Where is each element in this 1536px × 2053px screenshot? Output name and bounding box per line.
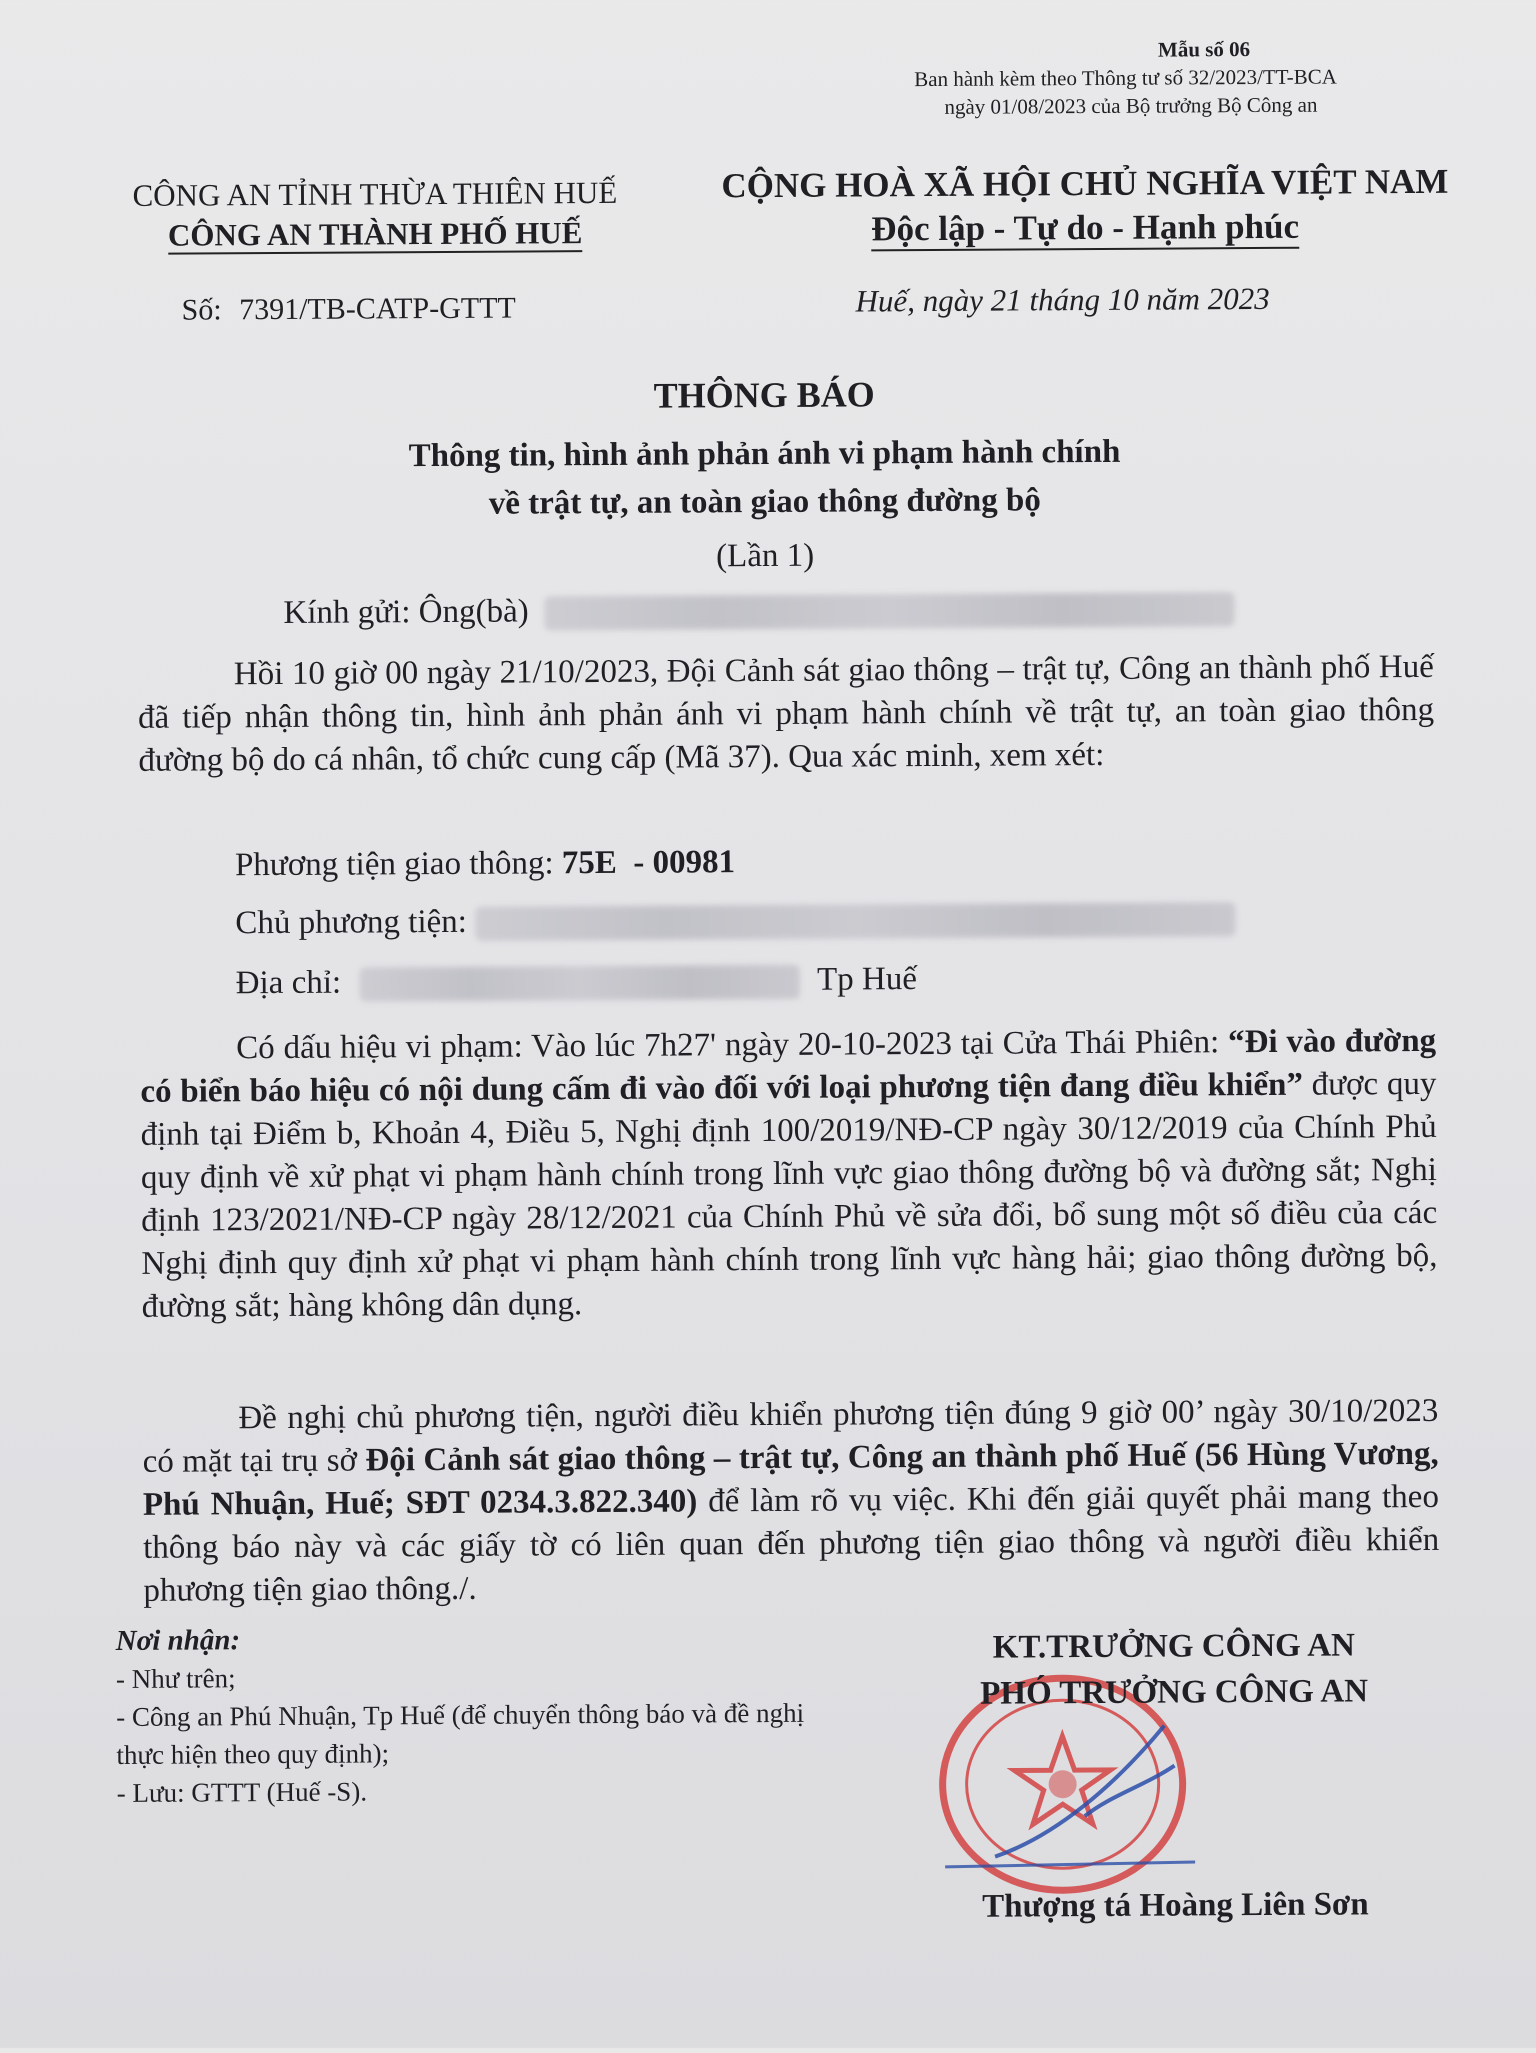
- request-paragraph: [142, 1390, 1439, 1613]
- request-start: Đề nghị chủ phương tiện, người điều khiển phương tiện đúng 9 giờ 00’ ngày 30/10/2023 có mặt tại trụ sở: [142, 1392, 1439, 1480]
- address-line: [236, 961, 917, 1003]
- dateline: Huế, ngày 21 tháng 10 năm 2023: [855, 280, 1270, 319]
- violation-quote: “Đi vào đường có biển báo hiệu có nội dung cấm đi vào đối với loại phương tiện đang điều khiển”: [140, 1022, 1437, 1110]
- form-issued-with: Ban hành kèm theo Thông tư số 32/2023/TT-BCA: [914, 64, 1337, 92]
- form-meta: [854, 33, 1536, 121]
- signature-title-1: KT.TRƯỞNG CÔNG AN: [992, 1627, 1355, 1666]
- address-suffix: Tp Huế: [816, 961, 918, 998]
- violation-paragraph: [140, 1020, 1438, 1329]
- subtitle-line-1: Thông tin, hình ảnh phản ánh vi phạm hành chính: [408, 433, 1121, 475]
- violation-rest: được quy định tại Điểm b, Khoản 4, Điều 5, Nghị định 100/2019/NĐ-CP ngày 30/12/2019 của Chính Phủ quy định về xử phạt vi phạm hành chính trong lĩnh vực giao thông đường bộ và đường sắt; Nghị định 123/2021/NĐ-CP ngày 28/12/2021 của Chính Phủ về sửa đổi, bổ sung một số điều của các Nghị định quy định xử phạt vi phạm hành chính trong lĩnh vực hàng hải; giao thông đường bộ, đường sắt; hàng không dân dụng.: [140, 1065, 1438, 1325]
- notice-subtitle: [0, 425, 1533, 530]
- recipients-block: [116, 1618, 817, 1812]
- intro-paragraph: [138, 646, 1435, 783]
- agency-header: [65, 172, 685, 256]
- greeting: [283, 589, 1235, 632]
- notice-title: THÔNG BÁO: [653, 374, 875, 416]
- request-end: để làm rõ vụ việc. Khi đến giải quyết phải mang theo thông báo này và các giấy tờ có liên quan đến phương tiện giao thông và người điều khiển phương tiện giao thông./.: [143, 1478, 1440, 1609]
- recipients-heading: Nơi nhận:: [115, 1624, 241, 1657]
- vehicle-label: Phương tiện giao thông:: [234, 845, 554, 884]
- intro-text: Hồi 10 giờ 00 ngày 21/10/2023, Đội Cảnh sát giao thông – trật tự, Công an thành phố Huế đã tiếp nhận thông tin, hình ảnh phản ánh vi phạm hành chính về trật tự, an toàn giao thông đường bộ do cá nhân, tổ chức cung cấp (Mã 37). Qua xác minh, xem xét:: [138, 648, 1435, 779]
- form-number: Mẫu số 06: [1157, 37, 1251, 62]
- attempt-number: (Lần 1): [716, 537, 815, 575]
- nation-motto: Độc lập - Tự do - Hạnh phúc: [871, 207, 1299, 252]
- redacted-name: [545, 593, 1235, 631]
- signature-title-2: PHÓ TRƯỞNG CÔNG AN: [980, 1673, 1369, 1712]
- document-number: [182, 292, 516, 328]
- vehicle-line: [235, 844, 735, 884]
- greeting-label: Kính gửi: Ông(bà): [283, 593, 529, 631]
- address-label: Địa chỉ:: [235, 964, 342, 1002]
- request-text: [142, 1390, 1439, 1613]
- recipient-item: - Công an Phú Nhuận, Tp Huế (để chuyển thông báo và đề nghị thực hiện theo quy định);: [116, 1697, 805, 1770]
- nation-name: CỘNG HOÀ XÃ HỘI CHỦ NGHĨA VIỆT NAM: [721, 161, 1449, 206]
- redacted-owner: [475, 903, 1235, 942]
- signature-block: [924, 1622, 1425, 1717]
- nation-header: [695, 160, 1476, 253]
- request-place: Đội Cảnh sát giao thông – trật tự, Công an thành phố Huế (56 Hùng Vương, Phú Nhuận, Huế; SĐT 0234.3.822.340): [142, 1435, 1439, 1523]
- violation-text: [140, 1020, 1438, 1329]
- recipient-item: - Lưu: GTTT (Huế -S).: [116, 1776, 368, 1808]
- recipient-item: - Như trên;: [115, 1663, 236, 1694]
- owner-line: [235, 899, 1235, 943]
- subtitle-line-2: về trật tự, an toàn giao thông đường bộ: [488, 482, 1041, 522]
- vehicle-plate: 75E - 00981: [561, 844, 736, 882]
- agency-parent: CÔNG AN TỈNH THỪA THIÊN HUẾ: [132, 174, 618, 213]
- redacted-address: [359, 965, 799, 1002]
- violation-intro: Có dấu hiệu vi phạm: Vào lúc 7h27' ngày 20-10-2023 tại Cửa Thái Phiên:: [236, 1024, 1220, 1067]
- agency-name: CÔNG AN THÀNH PHỐ HUẾ: [167, 215, 583, 253]
- signer-name: Thượng tá Hoàng Liên Sơn: [982, 1886, 1369, 1925]
- document-number-value: 7391/TB-CATP-GTTT: [239, 291, 516, 327]
- form-issued-date: ngày 01/08/2023 của Bộ trưởng Bộ Công an: [944, 92, 1318, 119]
- document-number-label: Số:: [181, 293, 222, 327]
- owner-label: Chủ phương tiện:: [235, 903, 467, 942]
